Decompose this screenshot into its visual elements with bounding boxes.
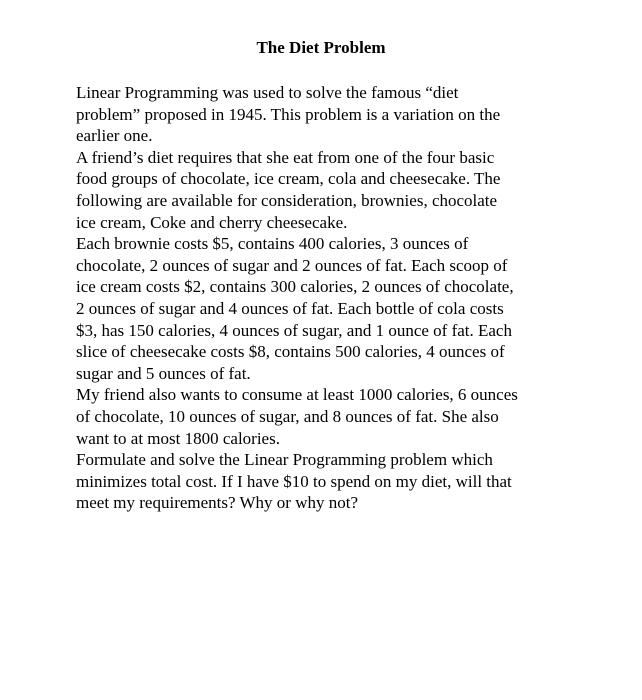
text-line: My friend also wants to consume at least 1000 calories, 6 ounces	[76, 385, 518, 405]
text-line: earlier one.	[76, 126, 153, 146]
text-line: sugar and 5 ounces of fat.	[76, 363, 251, 383]
text-line: want to at most 1800 calories.	[76, 428, 280, 448]
text-line: Formulate and solve the Linear Programming problem which	[76, 450, 493, 470]
text-line: $3, has 150 calories, 4 ounces of sugar, and 1 ounce of fat. Each	[76, 320, 512, 340]
text-line: Each brownie costs $5, contains 400 calories, 3 ounces of	[76, 234, 469, 254]
text-line: meet my requirements? Why or why not?	[76, 493, 358, 513]
text-line: ice cream, Coke and cherry cheesecake.	[76, 212, 348, 232]
text-line: ice cream costs $2, contains 300 calories, 2 ounces of chocolate,	[76, 277, 514, 297]
text-line: following are available for consideration, brownies, chocolate	[76, 190, 498, 210]
text-line: problem” proposed in 1945. This problem is a variation on the	[76, 104, 501, 124]
text-line: 2 ounces of sugar and 4 ounces of fat. Each bottle of cola costs	[76, 298, 504, 318]
text-line: chocolate, 2 ounces of sugar and 2 ounces of fat. Each scoop of	[76, 255, 508, 275]
document-body	[76, 82, 576, 514]
text-line: of chocolate, 10 ounces of sugar, and 8 ounces of fat. She also	[76, 406, 499, 426]
text-line: minimizes total cost. If I have $10 to spend on my diet, will that	[76, 471, 512, 491]
document-title: The Diet Problem	[256, 38, 386, 57]
text-line: A friend’s diet requires that she eat from one of the four basic	[76, 147, 495, 167]
text-line: Linear Programming was used to solve the famous “diet	[76, 83, 459, 102]
text-line: food groups of chocolate, ice cream, cola and cheesecake. The	[76, 169, 501, 189]
text-line: slice of cheesecake costs $8, contains 500 calories, 4 ounces of	[76, 342, 505, 362]
